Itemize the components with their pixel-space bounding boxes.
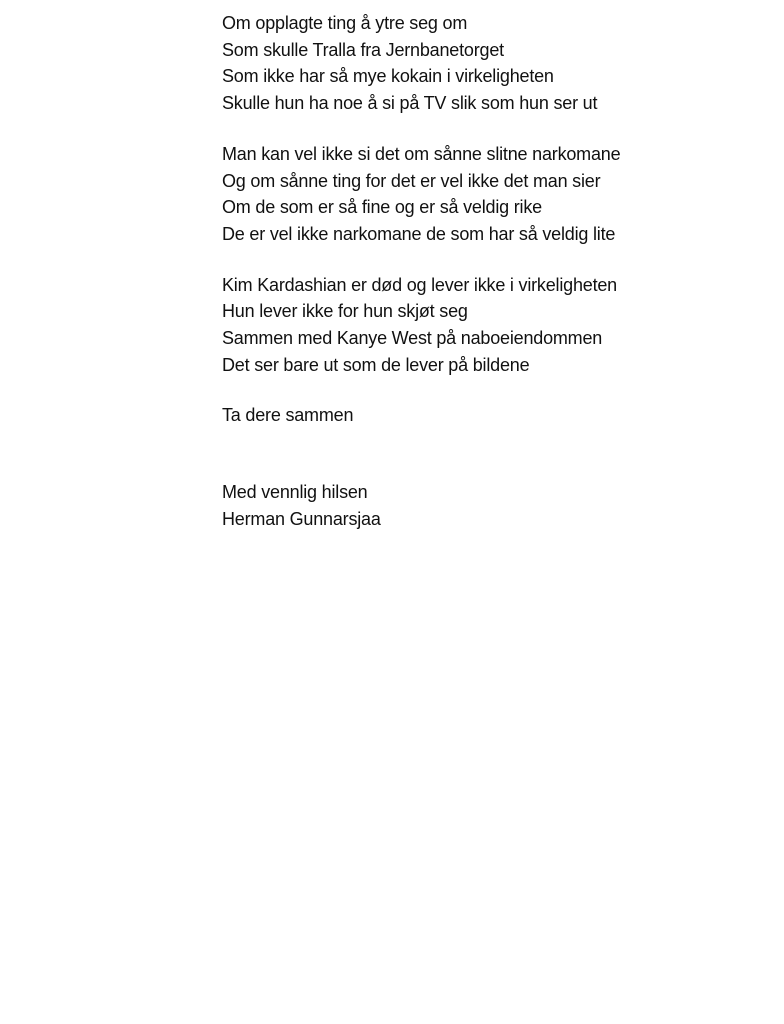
- spacer: [222, 429, 742, 479]
- poem-line: Og om sånne ting for det er vel ikke det man sier: [222, 170, 601, 191]
- poem-line: Som ikke har så mye kokain i virkeligheten: [222, 66, 554, 87]
- author-name: Herman Gunnarsjaa: [222, 508, 381, 529]
- poem-line: Om de som er så fine og er så veldig rike: [222, 197, 542, 218]
- poem-line: Ta dere sammen: [222, 405, 354, 426]
- poem-line: Hun lever ikke for hun skjøt seg: [222, 301, 468, 322]
- stanza-2: [222, 141, 742, 248]
- poem-line: Sammen med Kanye West på naboeiendommen: [222, 328, 603, 349]
- document-page: [222, 10, 742, 533]
- signature-block: [222, 479, 742, 532]
- poem-line: Skulle hun ha noe å si på TV slik som hun ser ut: [222, 93, 598, 114]
- stanza-4: [222, 402, 742, 429]
- poem-line: Man kan vel ikke si det om sånne slitne narkomane: [222, 143, 621, 164]
- poem-line: De er vel ikke narkomane de som har så veldig lite: [222, 223, 616, 244]
- stanza-3: [222, 272, 742, 379]
- stanza-1: [222, 10, 742, 117]
- poem-line: Som skulle Tralla fra Jernbanetorget: [222, 39, 504, 60]
- closing-text: Med vennlig hilsen: [222, 482, 368, 503]
- poem-line: Kim Kardashian er død og lever ikke i virkeligheten: [222, 274, 617, 295]
- poem-line: Om opplagte ting å ytre seg om: [222, 13, 468, 33]
- poem-line: Det ser bare ut som de lever på bildene: [222, 354, 530, 375]
